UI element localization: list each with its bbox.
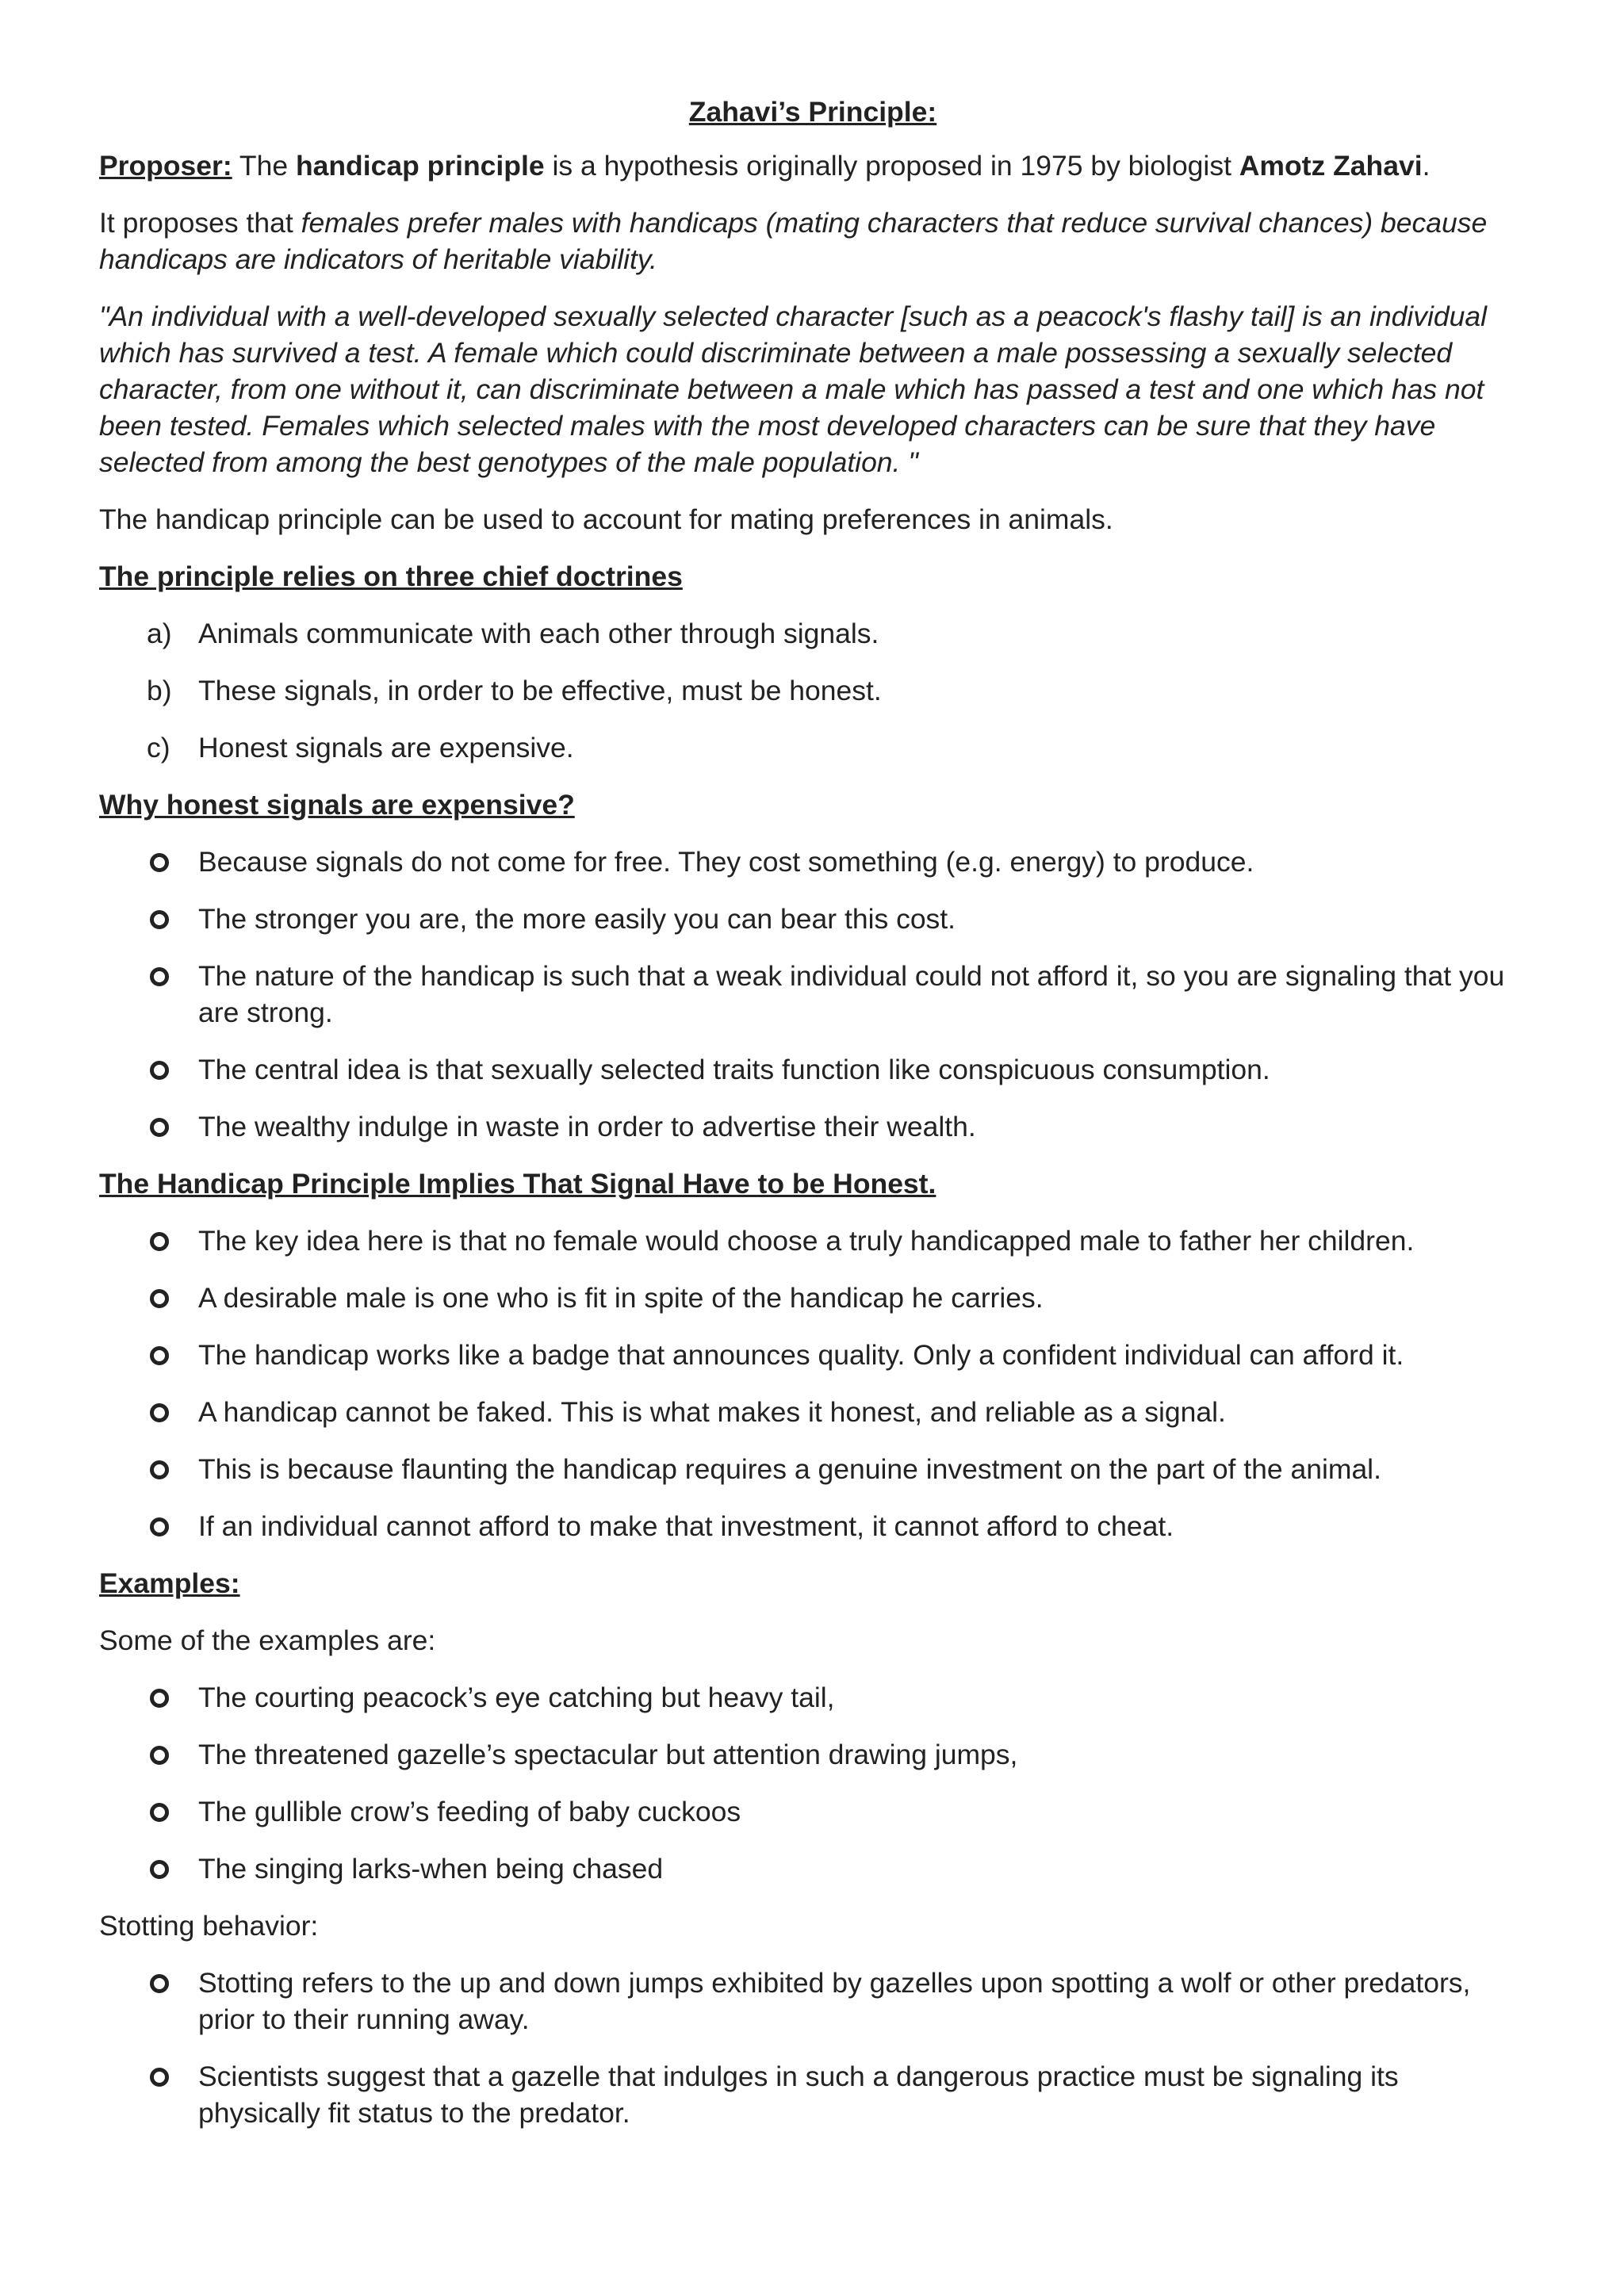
list-item [99,729,1526,766]
circle-bullet-icon [150,1517,169,1536]
list-item [99,1508,1526,1544]
document-page [99,94,1526,2152]
circle-bullet-icon [150,1803,169,1822]
circle-bullet-icon [150,1118,169,1137]
circle-bullet-icon [150,1974,169,1993]
proposer-name: Amotz Zahavi [1239,150,1423,182]
expensive-list [99,844,1526,1145]
expensive-heading: Why honest signals are expensive? [99,789,575,821]
list-item-text: The gullible crow’s feeding of baby cuckoos [198,1796,741,1827]
list-item [99,2058,1526,2131]
list-item [99,901,1526,937]
circle-bullet-icon [150,1346,169,1365]
circle-bullet-icon [150,853,169,872]
circle-bullet-icon [150,910,169,929]
list-item [99,1679,1526,1716]
list-item [99,672,1526,709]
list-item-text: Stotting refers to the up and down jumps exhibited by gazelles upon spotting a wolf or other predators, prior to their running away. [198,1967,1471,2035]
circle-bullet-icon [150,1232,169,1251]
list-item [99,1965,1526,2038]
proposer-label: Proposer: [99,150,232,182]
list-item [99,1850,1526,1887]
list-item-text: The threatened gazelle’s spectacular but attention drawing jumps, [198,1739,1018,1770]
circle-bullet-icon [150,1860,169,1879]
stotting-list [99,1965,1526,2131]
circle-bullet-icon [150,967,169,986]
list-item-text: The stronger you are, the more easily you can bear this cost. [198,903,956,935]
proposes-paragraph [99,205,1526,277]
examples-heading: Examples: [99,1567,240,1599]
list-item-text: The central idea is that sexually selected traits function like conspicuous consumption. [198,1054,1270,1085]
list-item [99,1736,1526,1773]
list-marker: b) [147,675,172,706]
circle-bullet-icon [150,1689,169,1708]
list-item [99,1280,1526,1316]
list-item [99,1394,1526,1430]
list-marker: c) [147,732,170,763]
honest-heading: The Handicap Principle Implies That Signal Have to be Honest. [99,1168,936,1200]
examples-intro: Some of the examples are: [99,1624,436,1656]
circle-bullet-icon [150,1460,169,1479]
circle-bullet-icon [150,1403,169,1422]
list-item [99,1051,1526,1088]
list-item [99,958,1526,1031]
list-item-text: Because signals do not come for free. They cost something (e.g. energy) to produce. [198,846,1254,878]
list-item [99,1108,1526,1145]
list-item-text: The wealthy indulge in waste in order to advertise their wealth. [198,1111,976,1142]
list-marker: a) [147,618,172,649]
list-item [99,1337,1526,1373]
list-item [99,615,1526,652]
list-item-text: The singing larks-when being chased [198,1853,664,1885]
page-title: Zahavi’s Principle: [688,96,937,128]
list-item-text: The key idea here is that no female would choose a truly handicapped male to father her children. [198,1225,1415,1257]
proposes-lead: It proposes that [99,207,301,239]
proposer-term: handicap principle [295,150,545,182]
list-item [99,1451,1526,1487]
list-item-text: The courting peacock’s eye catching but heavy tail, [198,1682,835,1713]
circle-bullet-icon [150,1061,169,1080]
list-item-text: Scientists suggest that a gazelle that indulges in such a dangerous practice must be signaling its physically fit status to the predator. [198,2061,1399,2129]
list-item [99,1223,1526,1259]
list-item-text: The handicap works like a badge that announces quality. Only a confident individual can afford it. [198,1339,1404,1371]
list-item-text: Animals communicate with each other through signals. [198,618,879,649]
list-item-text: A handicap cannot be faked. This is what makes it honest, and reliable as a signal. [198,1396,1226,1428]
circle-bullet-icon [150,1746,169,1765]
list-item-text: These signals, in order to be effective, must be honest. [198,675,882,706]
honest-list [99,1223,1526,1544]
proposer-text-1: The [232,150,296,182]
stotting-intro: Stotting behavior: [99,1910,319,1942]
list-item-text: If an individual cannot afford to make that investment, it cannot afford to cheat. [198,1510,1174,1542]
list-item-text: A desirable male is one who is fit in spite of the handicap he carries. [198,1282,1044,1314]
proposes-italic: females prefer males with handicaps (mating characters that reduce survival chances) because handicaps are indicators of heritable viability. [99,207,1488,275]
circle-bullet-icon [150,2068,169,2087]
doctrines-heading: The principle relies on three chief doctrines [99,561,683,592]
proposer-text-2: is a hypothesis originally proposed in 1975 by biologist [544,150,1239,182]
list-item [99,1793,1526,1830]
proposer-paragraph [99,147,1526,184]
usage-paragraph: The handicap principle can be used to account for mating preferences in animals. [99,503,1113,535]
circle-bullet-icon [150,1289,169,1308]
list-item [99,844,1526,880]
proposer-text-3: . [1422,150,1431,182]
doctrines-list [99,615,1526,766]
list-item-text: The nature of the handicap is such that a weak individual could not afford it, so you are signaling that you are strong. [198,960,1505,1028]
list-item-text: Honest signals are expensive. [198,732,574,763]
quote-paragraph: "An individual with a well-developed sexually selected character [such as a peacock's flashy tail] is an individual which has survived a test. A female which could discriminate between a male possessing a sexually selected character, from one without it, can discriminate between a male which has passed a test and one which has not been tested. Females which selected males with the most developed characters can be sure that they have selected from among the best genotypes of the male population. " [99,300,1487,478]
list-item-text: This is because flaunting the handicap requires a genuine investment on the part of the animal. [198,1453,1381,1485]
examples-list [99,1679,1526,1887]
